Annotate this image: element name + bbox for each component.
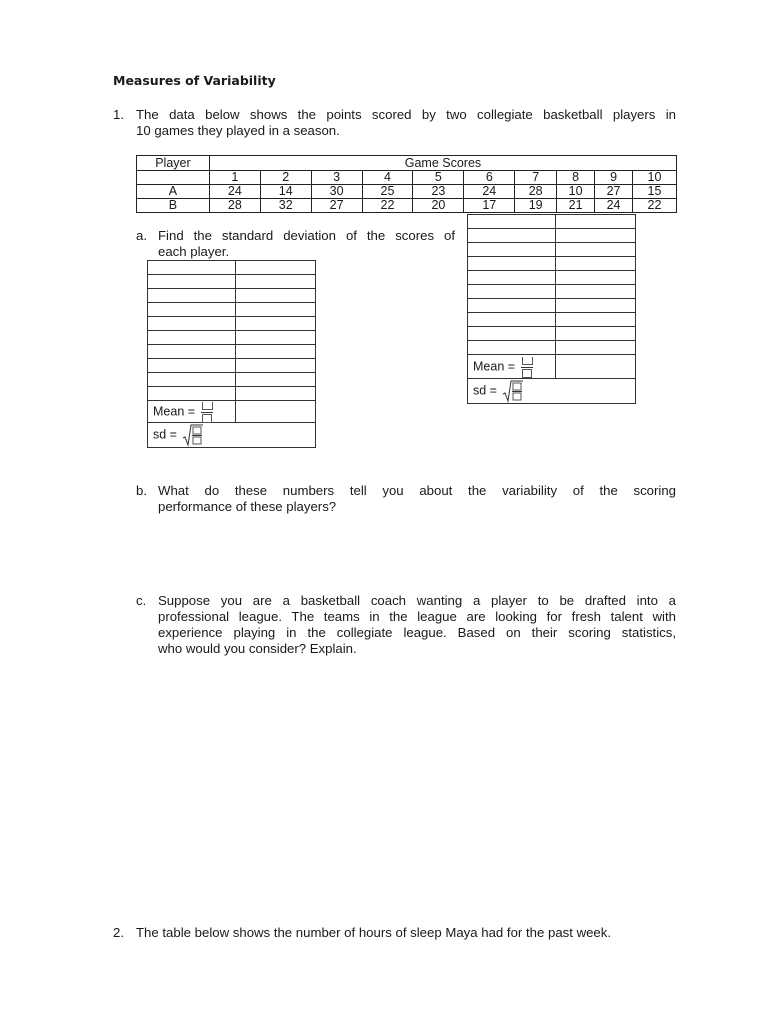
answer-cell[interactable] (555, 313, 635, 327)
answer-cell[interactable] (468, 341, 556, 355)
mean-label: Mean = (153, 403, 196, 418)
answer-cell[interactable] (235, 387, 315, 401)
part-b-line-2: performance of these players? (158, 499, 337, 514)
answer-cell[interactable] (468, 215, 556, 229)
mean-label-cell (148, 401, 236, 423)
game-number: 7 (515, 171, 557, 185)
work-table-row (148, 373, 316, 387)
page-title: Measures of Variability (113, 73, 276, 88)
empty-cell (137, 171, 210, 185)
score-cell: 21 (557, 199, 595, 213)
score-cell: 22 (633, 199, 677, 213)
question-1-line-1: The data below shows the points scored by two collegiate basketball players in (136, 107, 676, 122)
answer-cell[interactable] (468, 313, 556, 327)
work-table-row (468, 313, 636, 327)
score-cell: 14 (260, 185, 311, 199)
work-table-row (148, 303, 316, 317)
score-cell: 24 (209, 185, 260, 199)
game-number: 1 (209, 171, 260, 185)
work-table-row (148, 387, 316, 401)
answer-cell[interactable] (235, 275, 315, 289)
score-cell: 23 (413, 185, 464, 199)
table-row (137, 199, 677, 213)
player-name: A (137, 185, 210, 199)
answer-cell[interactable] (235, 303, 315, 317)
answer-cell[interactable] (148, 289, 236, 303)
answer-cell[interactable] (468, 243, 556, 257)
part-b-letter: b. (136, 483, 147, 498)
work-table-row (148, 345, 316, 359)
work-table-row (468, 215, 636, 229)
part-a-line-1: Find the standard deviation of the scores of (158, 228, 455, 243)
scores-table (136, 155, 677, 213)
answer-cell[interactable] (148, 303, 236, 317)
square-root-icon (182, 423, 204, 447)
score-cell: 24 (464, 185, 515, 199)
question-2-number: 2. (113, 925, 124, 940)
answer-cell[interactable] (555, 285, 635, 299)
work-table-right (467, 214, 636, 404)
sd-label: sd = (153, 427, 177, 442)
work-table-left (147, 260, 316, 448)
part-c-line-1: Suppose you are a basketball coach wanting a player to be drafted into a (158, 593, 676, 608)
square-root-icon (502, 379, 524, 403)
answer-cell[interactable] (235, 373, 315, 387)
work-table-row (148, 261, 316, 275)
score-cell: 22 (362, 199, 413, 213)
answer-cell[interactable] (148, 373, 236, 387)
game-number: 4 (362, 171, 413, 185)
score-cell: 17 (464, 199, 515, 213)
part-b-text (158, 483, 676, 515)
work-table-row (148, 331, 316, 345)
answer-cell[interactable] (148, 387, 236, 401)
score-cell: 10 (557, 185, 595, 199)
game-number: 3 (311, 171, 362, 185)
question-1-text (136, 107, 676, 139)
part-a-text (158, 228, 455, 260)
game-scores-header: Game Scores (209, 156, 676, 171)
work-table-row (468, 341, 636, 355)
answer-cell[interactable] (235, 317, 315, 331)
mean-label: Mean = (473, 358, 516, 373)
answer-cell[interactable] (148, 275, 236, 289)
score-cell: 27 (311, 199, 362, 213)
score-cell: 32 (260, 199, 311, 213)
player-name: B (137, 199, 210, 213)
work-table-row (148, 359, 316, 373)
answer-cell[interactable] (148, 331, 236, 345)
answer-cell[interactable] (148, 261, 236, 275)
work-table-row (148, 317, 316, 331)
work-table-row (468, 243, 636, 257)
answer-cell[interactable] (148, 359, 236, 373)
score-cell: 25 (362, 185, 413, 199)
part-c-letter: c. (136, 593, 147, 608)
part-a-line-2: each player. (158, 244, 230, 259)
answer-cell[interactable] (235, 289, 315, 303)
sd-cell[interactable] (148, 423, 316, 448)
score-cell: 15 (633, 185, 677, 199)
answer-cell[interactable] (555, 257, 635, 271)
mean-row (148, 401, 316, 423)
mean-answer-cell[interactable] (555, 355, 635, 379)
part-c-line-3: experience playing in the collegiate league. Based on their scoring statistics, (158, 625, 676, 640)
score-cell: 30 (311, 185, 362, 199)
score-cell: 28 (209, 199, 260, 213)
fraction-icon (201, 402, 213, 422)
mean-answer-cell[interactable] (235, 401, 315, 423)
work-table-row (148, 289, 316, 303)
question-1-line-2: 10 games they played in a season. (136, 123, 340, 138)
answer-cell[interactable] (468, 327, 556, 341)
mean-label-cell (468, 355, 556, 379)
game-number: 10 (633, 171, 677, 185)
answer-cell[interactable] (468, 299, 556, 313)
answer-cell[interactable] (555, 341, 635, 355)
table-row (137, 185, 677, 199)
work-table-row (468, 285, 636, 299)
answer-cell[interactable] (555, 229, 635, 243)
work-table-row (468, 271, 636, 285)
answer-cell[interactable] (468, 285, 556, 299)
game-number: 2 (260, 171, 311, 185)
answer-cell[interactable] (555, 299, 635, 313)
answer-cell[interactable] (148, 345, 236, 359)
score-cell: 19 (515, 199, 557, 213)
score-cell: 24 (595, 199, 633, 213)
answer-cell[interactable] (235, 261, 315, 275)
answer-cell[interactable] (235, 331, 315, 345)
game-number: 8 (557, 171, 595, 185)
work-table-row (148, 275, 316, 289)
part-b-line-1: What do these numbers tell you about the variability of the scoring (158, 483, 676, 498)
score-cell: 28 (515, 185, 557, 199)
part-a-letter: a. (136, 228, 147, 243)
answer-cell[interactable] (468, 271, 556, 285)
answer-cell[interactable] (468, 257, 556, 271)
game-number: 9 (595, 171, 633, 185)
mean-row (468, 355, 636, 379)
score-cell: 27 (595, 185, 633, 199)
question-2-text: The table below shows the number of hours of sleep Maya had for the past week. (136, 925, 612, 940)
game-number: 6 (464, 171, 515, 185)
work-table-row (468, 327, 636, 341)
player-header: Player (137, 156, 210, 171)
sd-row (468, 379, 636, 404)
answer-cell[interactable] (555, 215, 635, 229)
answer-cell[interactable] (555, 243, 635, 257)
sd-row (148, 423, 316, 448)
part-c-line-2: professional league. The teams in the league are looking for fresh talent with (158, 609, 676, 624)
game-number: 5 (413, 171, 464, 185)
answer-cell[interactable] (148, 317, 236, 331)
games-row (137, 171, 677, 185)
sd-label: sd = (473, 383, 497, 398)
part-c-line-4: who would you consider? Explain. (158, 641, 357, 656)
fraction-icon (521, 357, 533, 377)
answer-cell[interactable] (468, 229, 556, 243)
work-table-row (468, 257, 636, 271)
work-table-row (468, 229, 636, 243)
answer-cell[interactable] (555, 327, 635, 341)
work-table-row (468, 299, 636, 313)
answer-cell[interactable] (235, 359, 315, 373)
score-cell: 20 (413, 199, 464, 213)
sd-cell[interactable] (468, 379, 636, 404)
answer-cell[interactable] (235, 345, 315, 359)
answer-cell[interactable] (555, 271, 635, 285)
question-1-number: 1. (113, 107, 124, 122)
part-c-text (158, 593, 676, 657)
